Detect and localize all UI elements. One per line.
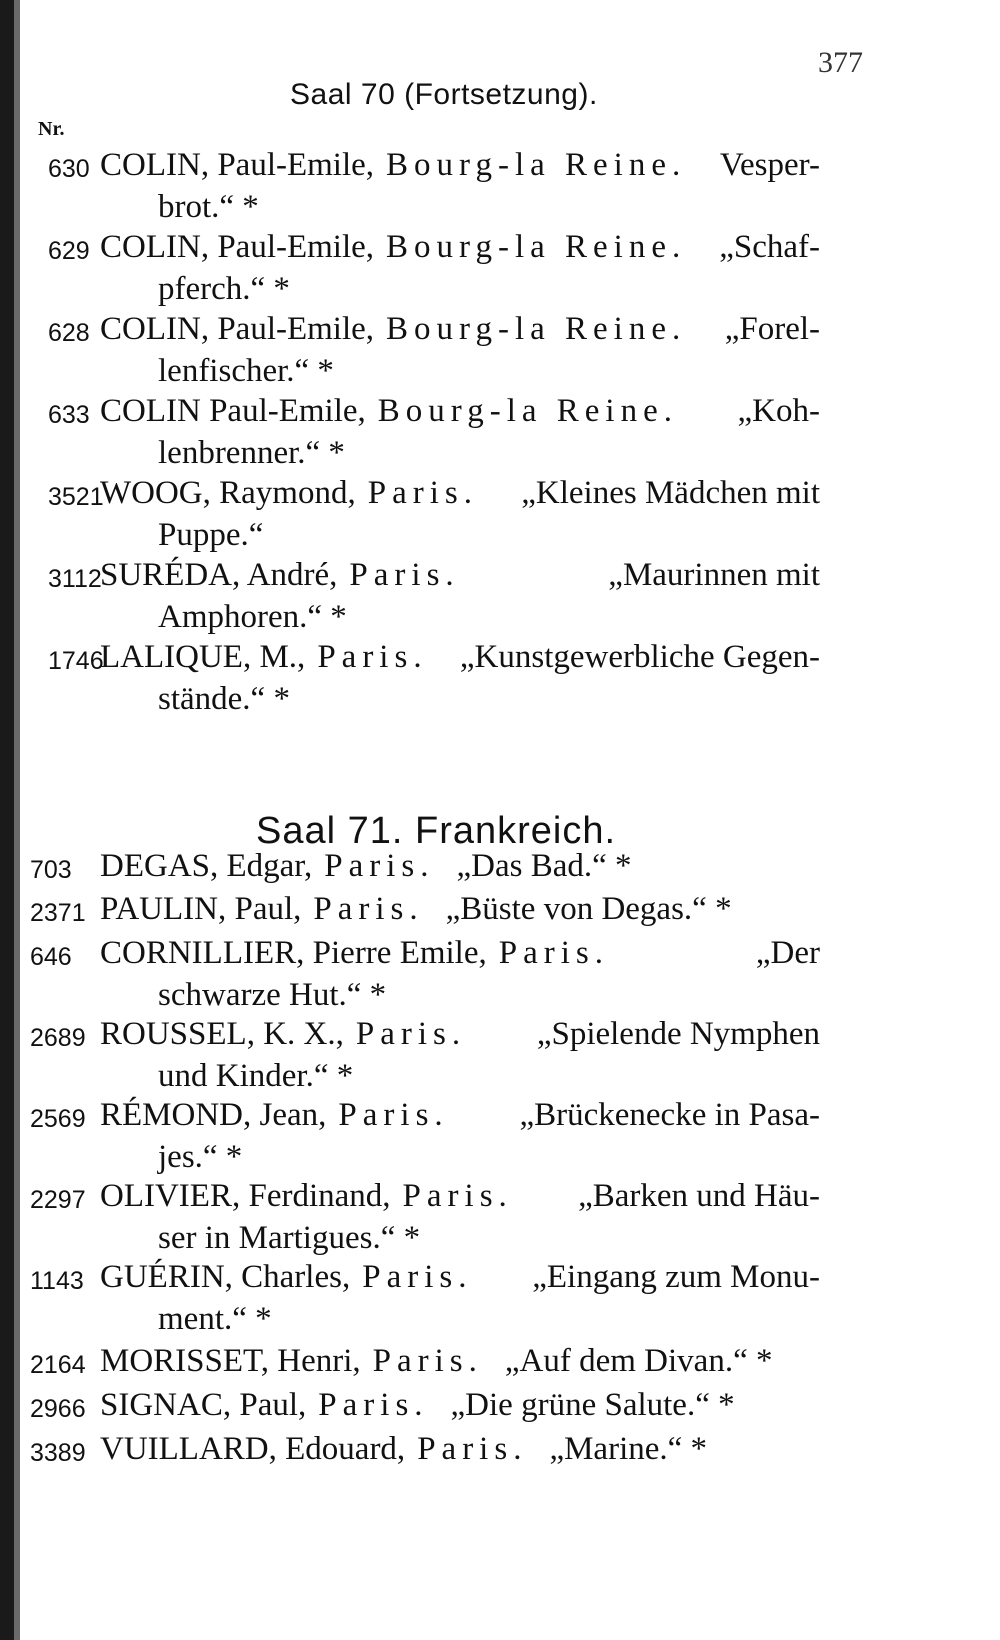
artist-name: PAULIN, Paul, [100, 891, 302, 927]
entry-number: 628 [48, 319, 90, 347]
artwork-title: „Kunstgewerbliche Gegen- [459, 639, 820, 675]
artist-city: Paris. [324, 848, 435, 884]
artwork-title-continued: schwarze Hut.“ * [158, 977, 387, 1013]
artist-name: RÉMOND, Jean, [100, 1097, 327, 1133]
entry-number: 2297 [30, 1186, 86, 1214]
artist-name: OLIVIER, Ferdinand, [100, 1178, 391, 1214]
entry-number: 633 [48, 401, 90, 429]
entry-number: 3112 [48, 565, 102, 593]
artwork-title: „Brückenecke in Pasa- [519, 1097, 820, 1133]
artist-city: Paris. [349, 557, 460, 593]
entry-number: 1746 [48, 647, 104, 675]
artwork-title: „Schaf- [719, 229, 820, 265]
artist-city: Paris. [313, 891, 424, 927]
running-head: Saal 70 (Fortsetzung). [290, 78, 598, 111]
entry-number: 2371 [30, 899, 86, 927]
artwork-title: „Eingang zum Monu- [532, 1259, 820, 1295]
artwork-title-continued: stände.“ * [158, 681, 290, 717]
artist-name: SIGNAC, Paul, [100, 1387, 307, 1423]
artwork-title-continued: lenfischer.“ * [158, 353, 334, 389]
artist-name: VUILLARD, Edouard, [100, 1431, 406, 1467]
artwork-title-continued: Puppe.“ [158, 517, 264, 553]
entry-number: 2164 [30, 1351, 86, 1379]
artist-name: LALIQUE, M., [100, 639, 306, 675]
artist-name: MORISSET, Henri, [100, 1343, 361, 1379]
artist-city: Paris. [402, 1178, 513, 1214]
artist-name: COLIN, Paul-Emile, [100, 147, 375, 183]
entry-number: 2966 [30, 1395, 86, 1423]
artist-name: COLIN Paul-Emile, [100, 393, 366, 429]
section-heading: Saal 71. Frankreich. [256, 810, 617, 852]
artwork-title: „Marine.“ * [549, 1431, 708, 1467]
artwork-title-continued: und Kinder.“ * [158, 1058, 354, 1094]
artist-name: ROUSSEL, K. X., [100, 1016, 344, 1052]
artwork-title-continued: lenbrenner.“ * [158, 435, 345, 471]
artwork-title-continued: Amphoren.“ * [158, 599, 347, 635]
artist-city: Paris. [498, 935, 610, 971]
artwork-title: „Barken und Häu- [578, 1178, 820, 1214]
artist-name: GUÉRIN, Charles, [100, 1259, 351, 1295]
artwork-title-continued: brot.“ * [158, 189, 259, 225]
artist-city: Paris. [317, 639, 428, 675]
entry-number: 629 [48, 237, 90, 265]
entry-number: 3389 [30, 1439, 86, 1467]
artwork-title: „Koh- [737, 393, 820, 429]
page-number: 377 [818, 46, 863, 79]
artwork-title: „Der [755, 935, 820, 971]
artist-name: DEGAS, Edgar, [100, 848, 313, 884]
artist-city: Bourg-la Reine. [386, 147, 687, 183]
artwork-title: Vesper- [719, 147, 820, 183]
artist-city: Bourg-la Reine. [377, 393, 678, 429]
artwork-title: „Maurinnen mit [608, 557, 820, 593]
artwork-title: „Die grüne Salute.“ * [450, 1387, 735, 1423]
artwork-title-continued: ser in Martigues.“ * [158, 1220, 421, 1256]
artist-city: Bourg-la Reine. [386, 229, 687, 265]
entry-number: 1143 [30, 1267, 84, 1295]
artist-name: SURÉDA, André, [100, 557, 338, 593]
artist-city: Paris. [362, 1259, 473, 1295]
artwork-title: „Auf dem Divan.“ * [504, 1343, 773, 1379]
artist-city: Bourg-la Reine. [386, 311, 687, 347]
artwork-title-continued: jes.“ * [158, 1139, 243, 1175]
page-edge-shadow [14, 0, 20, 1640]
artwork-title: „Kleines Mädchen mit [521, 475, 820, 511]
artwork-title: „Forel- [724, 311, 820, 347]
artwork-title-continued: pferch.“ * [158, 271, 290, 307]
artist-name: COLIN, Paul-Emile, [100, 311, 375, 347]
artist-name: CORNILLIER, Pierre Emile, [100, 935, 487, 971]
artwork-title: „Das Bad.“ * [456, 848, 632, 884]
artwork-title: „Büste von Degas.“ * [445, 891, 732, 927]
artist-name: COLIN, Paul-Emile, [100, 229, 375, 265]
entry-number: 646 [30, 943, 72, 971]
column-label: Nr. [38, 118, 65, 140]
artist-city: Paris. [318, 1387, 429, 1423]
entry-number: 630 [48, 155, 90, 183]
artist-city: Paris. [338, 1097, 449, 1133]
artist-city: Paris. [355, 1016, 467, 1052]
artist-city: Paris. [417, 1431, 528, 1467]
artist-city: Paris. [372, 1343, 483, 1379]
entry-number: 2569 [30, 1105, 86, 1133]
artist-city: Paris. [367, 475, 478, 511]
entry-number: 703 [30, 856, 72, 884]
entry-number: 2689 [30, 1024, 86, 1052]
page-edge [0, 0, 14, 1640]
artwork-title: „Spielende Nymphen [536, 1016, 820, 1052]
entry-number: 3521 [48, 483, 104, 511]
artist-name: WOOG, Raymond, [100, 475, 356, 511]
artwork-title-continued: ment.“ * [158, 1301, 272, 1337]
